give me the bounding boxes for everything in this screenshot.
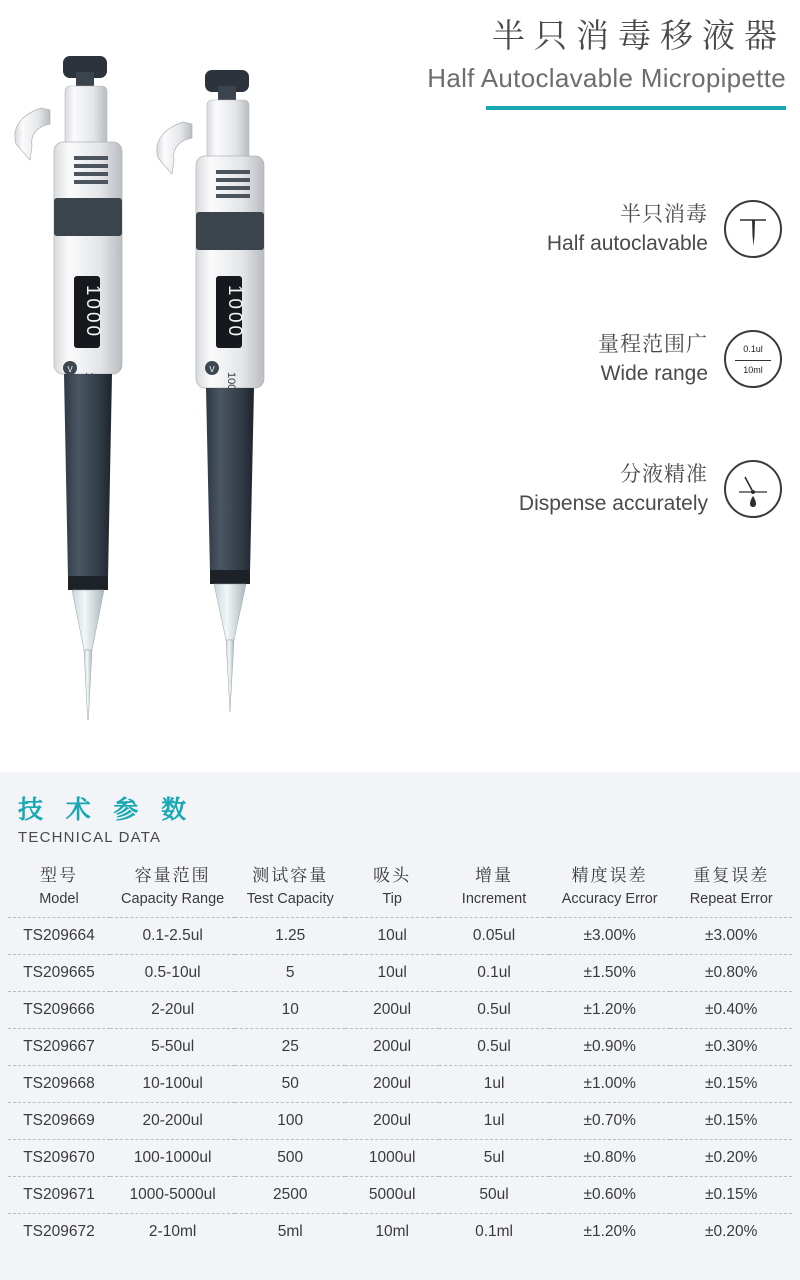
svg-text:V: V xyxy=(67,365,73,374)
cell-model: TS209670 xyxy=(23,1149,95,1166)
column-label-cn: 重复误差 xyxy=(693,866,770,886)
cell-tip: 200ul xyxy=(373,1112,412,1129)
feature-label-cn: 分液精准 xyxy=(620,462,708,486)
cell-test-capacity: 5 xyxy=(285,964,295,981)
feature-text xyxy=(598,330,708,388)
technical-data-section xyxy=(0,772,800,1280)
cell-model: TS209668 xyxy=(23,1075,95,1092)
table-body xyxy=(8,918,792,1251)
column-label-en: Capacity Range xyxy=(121,891,225,907)
table-row xyxy=(8,1177,792,1214)
feature-label-en: Half autoclavable xyxy=(546,232,708,255)
column-increment xyxy=(439,861,549,918)
cell-tip: 5000ul xyxy=(368,1186,416,1203)
cell-repeat-error: ±0.15% xyxy=(704,1075,758,1092)
cell-repeat-error: ±0.30% xyxy=(704,1038,758,1055)
feature-list xyxy=(432,200,782,590)
cell-capacity-range: 0.1-2.5ul xyxy=(142,927,203,944)
table-header xyxy=(8,861,792,918)
feature-label-en: Dispense accurately xyxy=(518,492,708,515)
cell-test-capacity: 500 xyxy=(277,1149,304,1166)
cell-tip: 200ul xyxy=(373,1001,412,1018)
cell-repeat-error: ±0.20% xyxy=(704,1149,758,1166)
spec-heading-cn: 技 术 参 数 xyxy=(18,795,194,824)
column-label-cn: 型号 xyxy=(39,866,78,886)
feature-text xyxy=(547,200,708,258)
cell-model: TS209666 xyxy=(23,1001,95,1018)
table-row xyxy=(8,1214,792,1251)
cell-accuracy-error: ±1.00% xyxy=(583,1075,636,1092)
cell-capacity-range: 2-20ul xyxy=(151,1001,195,1018)
cell-accuracy-error: ±0.90% xyxy=(583,1038,636,1055)
table-row xyxy=(8,1140,792,1177)
range-max-label: 10ml xyxy=(743,365,763,375)
cell-test-capacity: 2500 xyxy=(272,1186,308,1203)
cell-tip: 10ul xyxy=(377,927,407,944)
cell-capacity-range: 0.5-10ul xyxy=(144,964,201,981)
cell-capacity-range: 2-10ml xyxy=(148,1223,197,1240)
column-capacity-range xyxy=(110,861,235,918)
column-label-en: Tip xyxy=(382,891,402,907)
column-label-cn: 容量范围 xyxy=(134,866,211,886)
table-row xyxy=(8,992,792,1029)
cell-repeat-error: ±0.15% xyxy=(704,1186,758,1203)
column-label-cn: 测试容量 xyxy=(252,866,329,886)
feature-text xyxy=(519,460,708,518)
page-title-cn: 半只消毒移液器 xyxy=(492,16,786,55)
feature-label-cn: 半只消毒 xyxy=(620,202,708,226)
counter-left: 1000 xyxy=(82,284,103,340)
cell-test-capacity: 50 xyxy=(281,1075,299,1092)
cell-capacity-range: 20-200ul xyxy=(142,1112,203,1129)
cell-model: TS209664 xyxy=(23,927,95,944)
cell-repeat-error: ±0.80% xyxy=(704,964,758,981)
cell-repeat-error: ±0.15% xyxy=(704,1112,758,1129)
cell-repeat-error: ±0.40% xyxy=(704,1001,758,1018)
product-illustration xyxy=(0,20,430,720)
cell-increment: 0.1ml xyxy=(475,1223,513,1240)
range-min-label: 0.1ul xyxy=(743,344,763,354)
technical-data-table xyxy=(8,861,792,1250)
cell-increment: 0.5ul xyxy=(477,1038,511,1055)
cell-test-capacity: 100 xyxy=(277,1112,304,1129)
cell-increment: 5ul xyxy=(483,1149,505,1166)
cell-increment: 1ul xyxy=(483,1075,505,1092)
counter-right: 1000 xyxy=(224,284,245,340)
column-label-en: Repeat Error xyxy=(689,891,773,907)
cell-repeat-error: ±0.20% xyxy=(704,1223,758,1240)
cell-model: TS209671 xyxy=(23,1186,95,1203)
feature-label-en: Wide range xyxy=(600,362,708,385)
table-row xyxy=(8,1103,792,1140)
cell-accuracy-error: ±0.70% xyxy=(583,1112,636,1129)
cell-accuracy-error: ±3.00% xyxy=(583,927,636,944)
page-title-en: Half Autoclavable Micropipette xyxy=(427,63,786,93)
cell-accuracy-error: ±0.60% xyxy=(583,1186,636,1203)
cell-accuracy-error: ±1.50% xyxy=(583,964,636,981)
column-label-cn: 精度误差 xyxy=(571,866,648,886)
column-label-en: Test Capacity xyxy=(246,891,334,907)
cell-tip: 200ul xyxy=(373,1038,412,1055)
column-test-capacity xyxy=(235,861,345,918)
spec-heading-en: TECHNICAL DATA xyxy=(18,829,162,846)
droplet-gauge-icon xyxy=(724,460,782,518)
cell-capacity-range: 100-1000ul xyxy=(133,1149,212,1166)
table-row xyxy=(8,1066,792,1103)
pipette-tip-icon xyxy=(724,200,782,258)
column-label-en: Increment xyxy=(461,891,527,907)
header-divider xyxy=(486,106,786,110)
cell-accuracy-error: ±1.20% xyxy=(583,1223,636,1240)
cell-capacity-range: 10-100ul xyxy=(142,1075,203,1092)
feature-label-cn: 量程范围广 xyxy=(598,332,708,356)
cell-increment: 0.1ul xyxy=(477,964,511,981)
cell-tip: 10ul xyxy=(377,964,407,981)
column-label-cn: 增量 xyxy=(475,866,514,886)
column-accuracy-error xyxy=(549,861,671,918)
column-label-cn: 吸头 xyxy=(373,866,412,886)
cell-increment: 50ul xyxy=(479,1186,509,1203)
cell-tip: 1000ul xyxy=(368,1149,416,1166)
pipette-pair-graphic xyxy=(0,20,430,720)
cell-tip: 10ml xyxy=(375,1223,409,1240)
cell-test-capacity: 10 xyxy=(281,1001,299,1018)
column-tip xyxy=(345,861,439,918)
column-model xyxy=(8,861,110,918)
cell-capacity-range: 1000-5000ul xyxy=(129,1186,216,1203)
cell-model: TS209667 xyxy=(23,1038,95,1055)
column-repeat-error xyxy=(670,861,792,918)
cell-test-capacity: 25 xyxy=(281,1038,299,1055)
feature-item-wide-range xyxy=(432,330,782,388)
table-row xyxy=(8,955,792,992)
cell-increment: 0.5ul xyxy=(477,1001,511,1018)
cell-model: TS209672 xyxy=(23,1223,95,1240)
feature-item-dispense-accurately xyxy=(432,460,782,518)
table-row xyxy=(8,918,792,955)
cell-increment: 1ul xyxy=(483,1112,505,1129)
table-row xyxy=(8,1029,792,1066)
column-label-en: Accuracy Error xyxy=(561,891,658,907)
spec-heading xyxy=(8,794,792,849)
column-label-en: Model xyxy=(39,891,79,907)
cell-test-capacity: 5ml xyxy=(277,1223,303,1240)
cell-capacity-range: 5-50ul xyxy=(151,1038,195,1055)
svg-text:V: V xyxy=(209,365,215,374)
cell-accuracy-error: ±1.20% xyxy=(583,1001,636,1018)
cell-model: TS209665 xyxy=(23,964,95,981)
cell-tip: 200ul xyxy=(373,1075,412,1092)
cell-test-capacity: 1.25 xyxy=(275,927,306,944)
cell-accuracy-error: ±0.80% xyxy=(583,1149,636,1166)
cell-repeat-error: ±3.00% xyxy=(704,927,758,944)
feature-item-half-autoclavable xyxy=(432,200,782,258)
range-divider xyxy=(735,360,771,361)
table-header-row xyxy=(8,861,792,918)
range-icon xyxy=(724,330,782,388)
cell-model: TS209669 xyxy=(23,1112,95,1129)
cell-increment: 0.05ul xyxy=(472,927,516,944)
